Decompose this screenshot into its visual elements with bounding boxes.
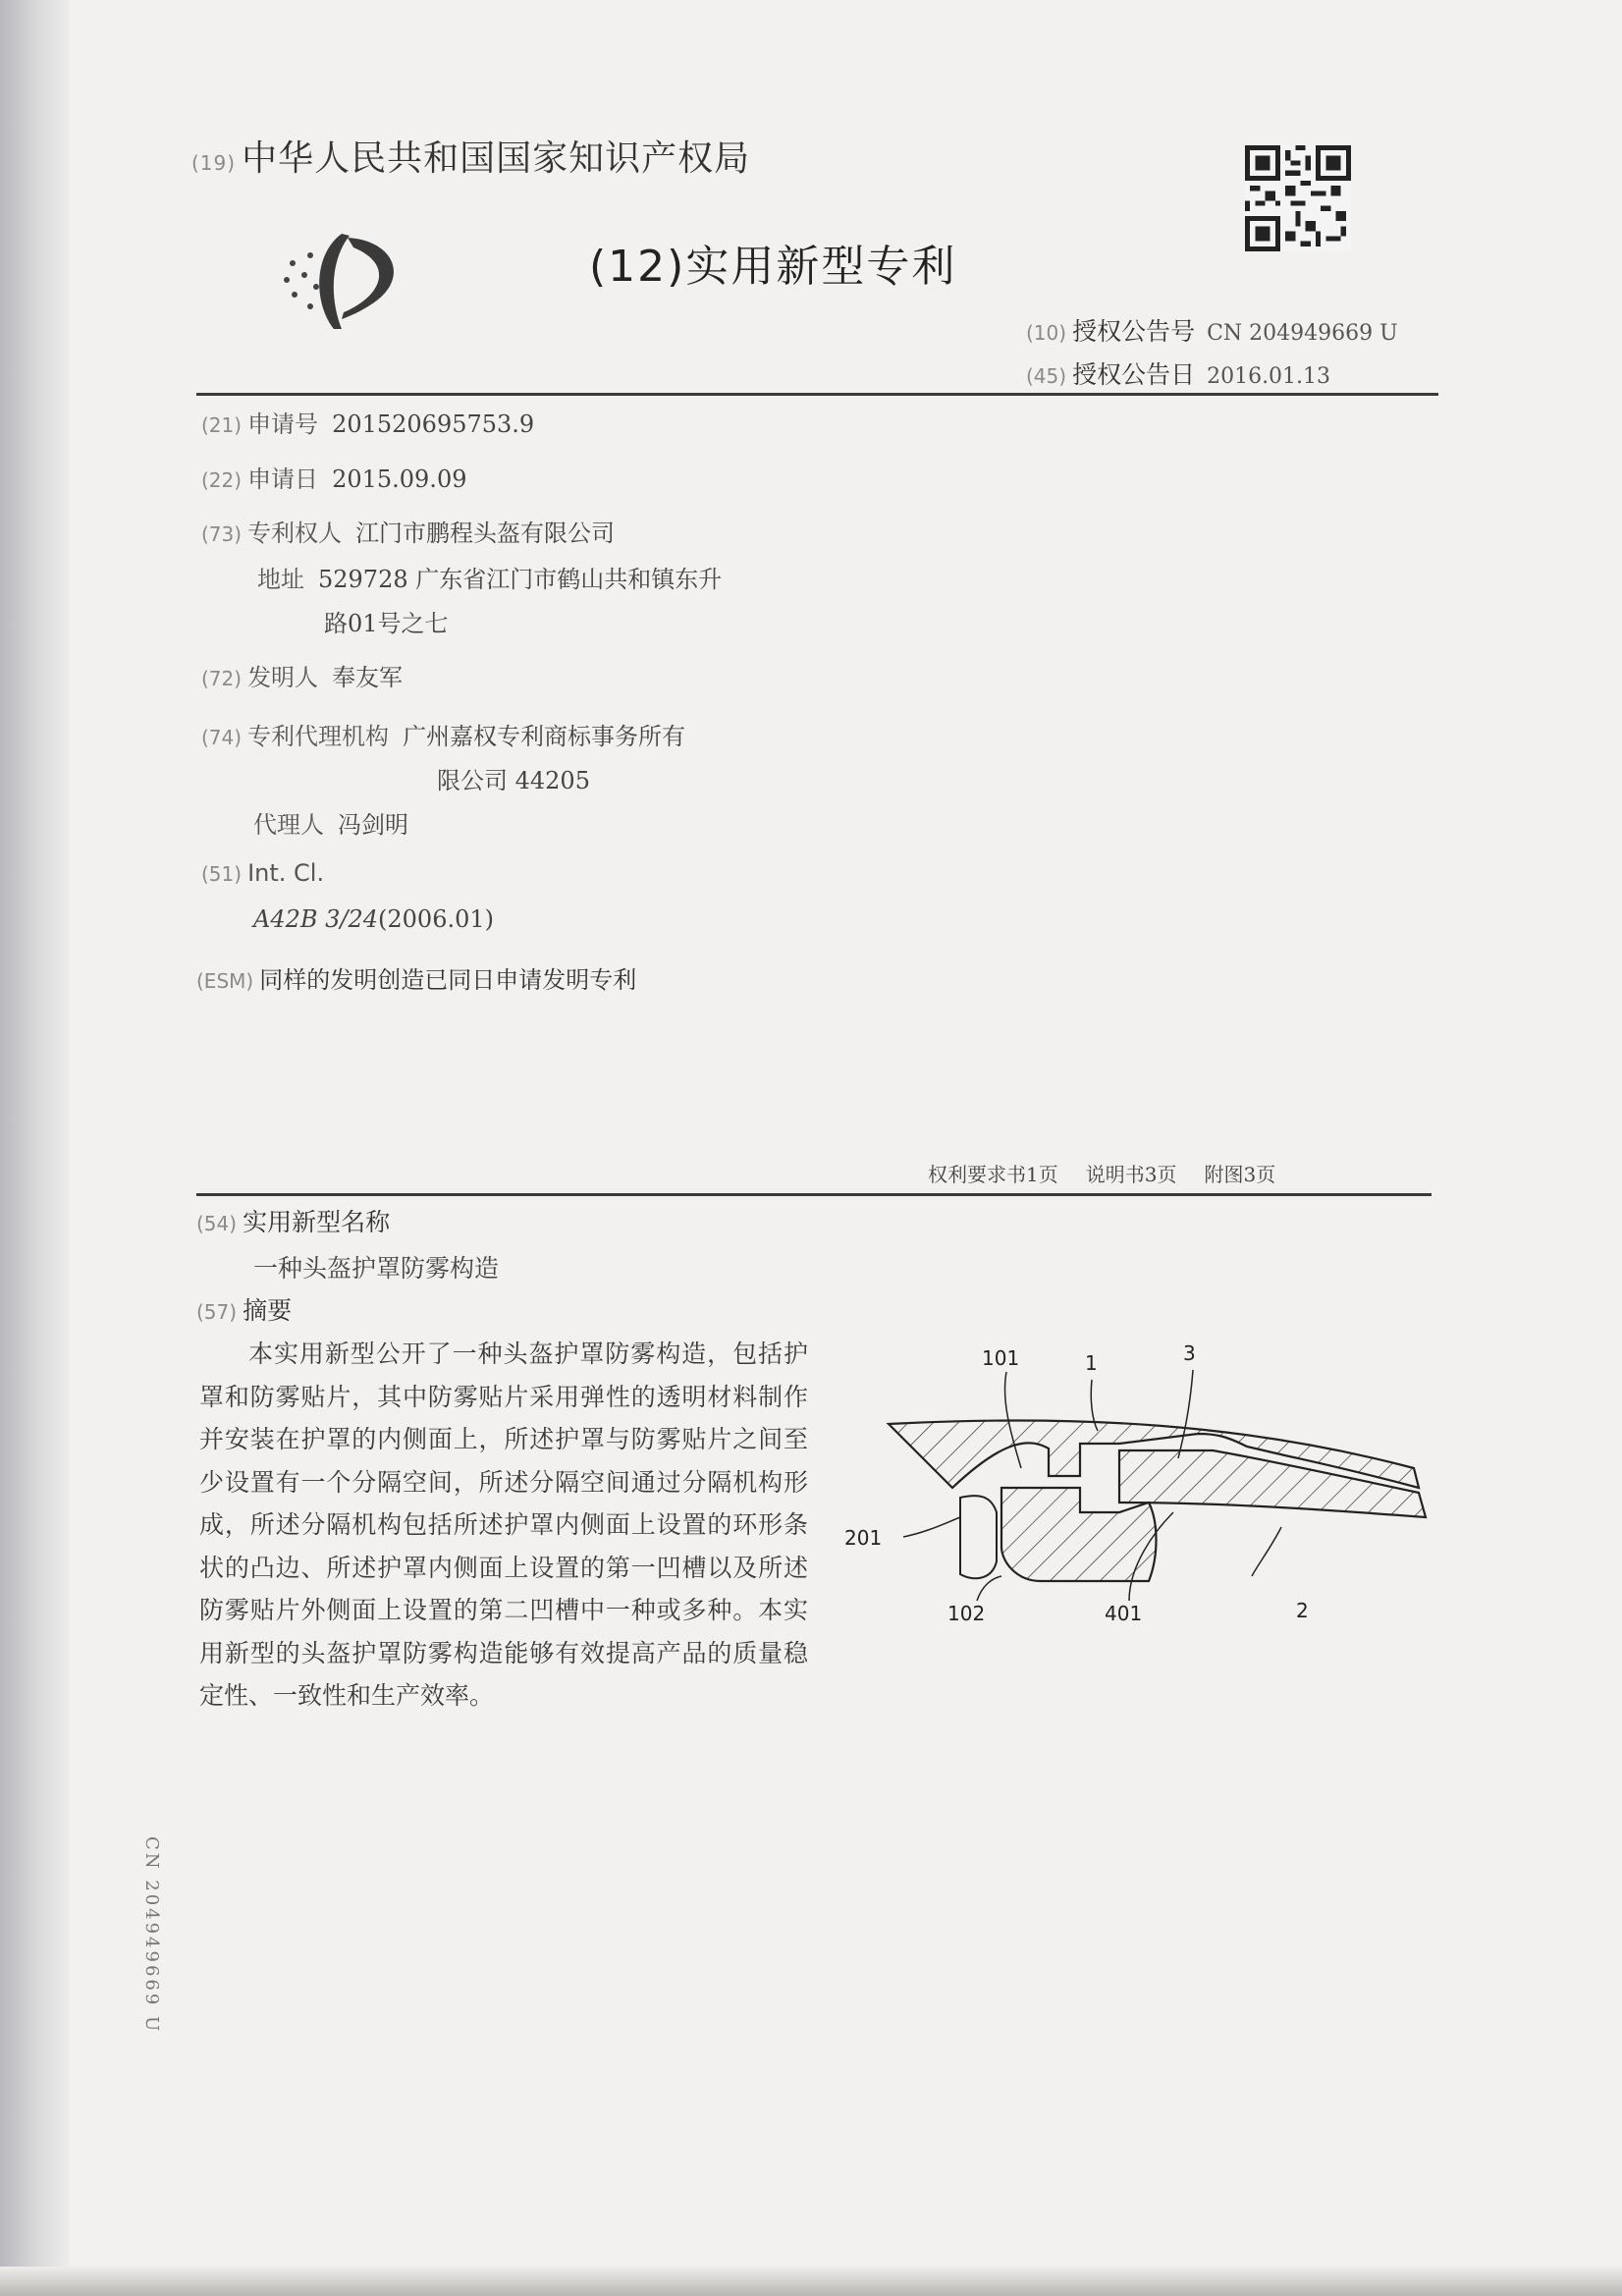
abstract-text: 本实用新型公开了一种头盔护罩防雾构造，包括护罩和防雾贴片，其中防雾贴片采用弹性的透明材料制作并安装在护罩的内侧面上，所述护罩与防雾贴片之间至少设置有一个分隔空间，所述分隔空间通过分隔机构形成，所述分隔机构包括所述护罩内侧面上设置的环形条状的凸边、所述护罩内侧面上设置的第一凹槽以及所述防雾贴片外侧面上设置的第二凹槽中一种或多种。本实用新型的头盔护罩防雾构造能够有效提高产品的质量稳定性、一致性和生产效率。 (199, 1339, 808, 1710)
title-code: (54) (196, 1212, 238, 1235)
agent-value: 冯剑明 (338, 811, 408, 839)
title-label: 实用新型名称 (243, 1208, 391, 1236)
application-date (201, 460, 466, 494)
claims-pages: 权利要求书1页 (928, 1163, 1058, 1186)
title-heading (196, 1203, 390, 1238)
intcl-version: (2006.01) (378, 905, 495, 933)
patent-cross-section-figure (835, 1321, 1443, 1694)
esm-note (196, 960, 636, 995)
agency-line2: 限公司 44205 (437, 767, 590, 794)
agency-code: (74) (201, 726, 243, 749)
authority-name: 中华人民共和国国家知识产权局 (242, 138, 751, 179)
pub-date-value: 2016.01.13 (1207, 364, 1331, 389)
utility-model-title: 一种头盔护罩防雾构造 (253, 1254, 500, 1283)
patentee-code: (73) (201, 522, 243, 546)
address (257, 560, 722, 594)
inventor-value: 奉友军 (332, 664, 404, 691)
inventor (201, 658, 403, 692)
app-date-label: 申请日 (247, 465, 319, 493)
abstract-heading (196, 1291, 292, 1327)
abstract-code: (57) (196, 1300, 238, 1324)
drawing-pages: 附图3页 (1204, 1163, 1276, 1186)
pub-no-code: (10) (1026, 321, 1067, 345)
address-label: 地址 (257, 566, 304, 593)
esm-text: 同样的发明创造已同日申请发明专利 (259, 966, 637, 994)
agent-label: 代理人 (253, 811, 324, 839)
figure-label: 2 (1296, 1599, 1309, 1622)
agency-line1: 广州嘉权专利商标事务所有 (403, 723, 686, 750)
issuing-authority (191, 131, 750, 181)
doc-type-code: (12) (589, 242, 686, 292)
figure-label: 102 (947, 1602, 986, 1625)
abstract-body (199, 1333, 808, 1718)
cnipa-logo-icon (273, 226, 430, 334)
document-type (589, 231, 956, 294)
header-divider (196, 393, 1438, 396)
publication-number (1026, 312, 1398, 348)
intcl-code: (51) (201, 862, 243, 886)
app-no-value: 201520695753.9 (332, 410, 535, 438)
figure-label: 3 (1183, 1341, 1196, 1365)
description-pages: 说明书3页 (1085, 1163, 1177, 1186)
doc-type-name: 实用新型专利 (685, 242, 957, 292)
inventor-code: (72) (201, 667, 243, 690)
qr-code-icon (1245, 145, 1351, 251)
figure-label: 1 (1085, 1351, 1098, 1375)
pub-date-code: (45) (1026, 364, 1067, 388)
patentee (201, 514, 615, 548)
patentee-label: 专利权人 (247, 519, 343, 547)
figure-label: 401 (1105, 1602, 1143, 1625)
intcl-label: Int. Cl. (247, 859, 325, 887)
app-date-value: 2015.09.09 (332, 465, 467, 493)
agent (253, 805, 408, 840)
agency-label: 专利代理机构 (247, 723, 390, 750)
int-cl (201, 859, 338, 887)
address-line2: 路01号之七 (324, 610, 449, 637)
pub-no-value: CN 204949669 U (1207, 321, 1398, 346)
side-publication-id: CN 204949669 U (141, 1836, 162, 2035)
app-no-label: 申请号 (247, 410, 319, 438)
patentee-value: 江门市鹏程头盔有限公司 (355, 519, 616, 547)
section-divider (196, 1193, 1432, 1196)
figure-label: 201 (844, 1526, 883, 1550)
app-no-code: (21) (201, 413, 243, 437)
esm-code: (ESM) (196, 969, 254, 993)
inventor-label: 发明人 (247, 664, 319, 691)
patent-agency (201, 717, 685, 751)
application-number (201, 405, 534, 439)
intcl-class: A42B 3/24 (253, 905, 379, 933)
scan-shadow-left (0, 0, 69, 2296)
int-cl-value (253, 905, 494, 933)
abstract-label: 摘要 (243, 1296, 293, 1325)
figure-label: 101 (982, 1346, 1020, 1370)
app-date-code: (22) (201, 468, 243, 492)
address-line1: 529728 广东省江门市鹤山共和镇东升 (318, 566, 723, 593)
pub-no-label: 授权公告号 (1072, 317, 1196, 346)
scan-shadow-bottom (0, 2267, 1622, 2296)
authority-code: (19) (191, 151, 237, 175)
page-counts (928, 1159, 1275, 1187)
pub-date-label: 授权公告日 (1072, 360, 1196, 389)
publication-date (1026, 355, 1330, 391)
